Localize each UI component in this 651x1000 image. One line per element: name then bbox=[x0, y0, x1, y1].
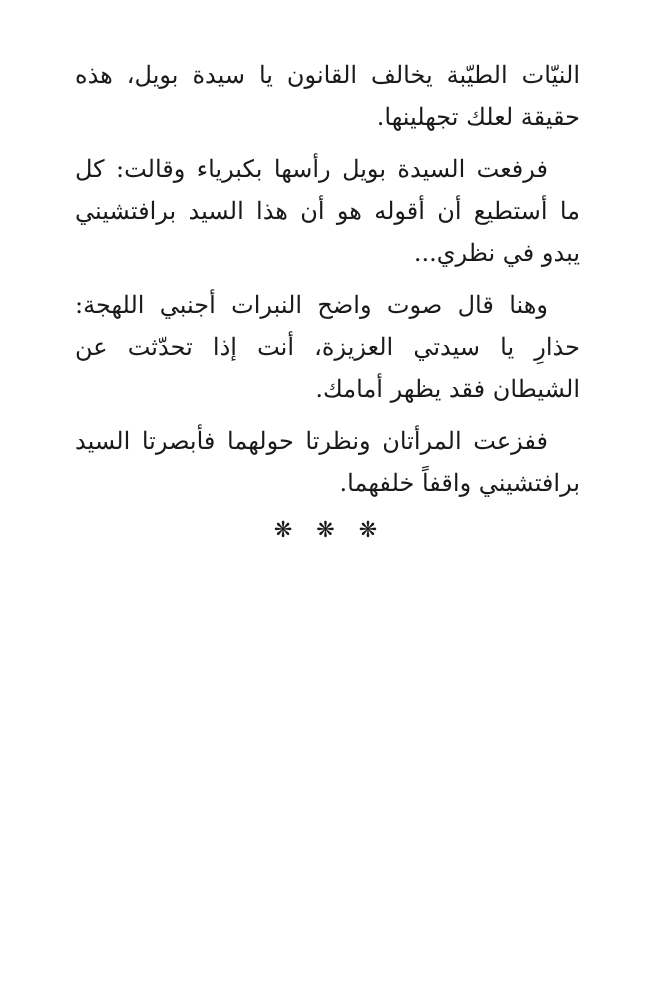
paragraph-2: فرفعت السيدة بويل رأسها بكبرياء وقالت: كل ما أستطيع أن أقوله هو أن هذا السيد برافتشيني يبدو في نظري... bbox=[75, 155, 580, 267]
paragraph-3: وهنا قال صوت واضح النبرات أجنبي اللهجة: حذارِ يا سيدتي العزيزة، أنت إذا تحدّثت عن الشيطان فقد يظهر أمامك. bbox=[75, 291, 580, 403]
section-separator: ❋❋❋ bbox=[273, 518, 402, 543]
paragraph-4: ففزعت المرأتان ونظرتا حولهما فأبصرتا السيد برافتشيني واقفاً خلفهما. bbox=[75, 427, 580, 497]
paragraph-1: النيّات الطيّبة يخالف القانون يا سيدة بويل، هذه حقيقة لعلك تجهلينها. bbox=[75, 61, 580, 131]
body-text bbox=[75, 54, 580, 514]
